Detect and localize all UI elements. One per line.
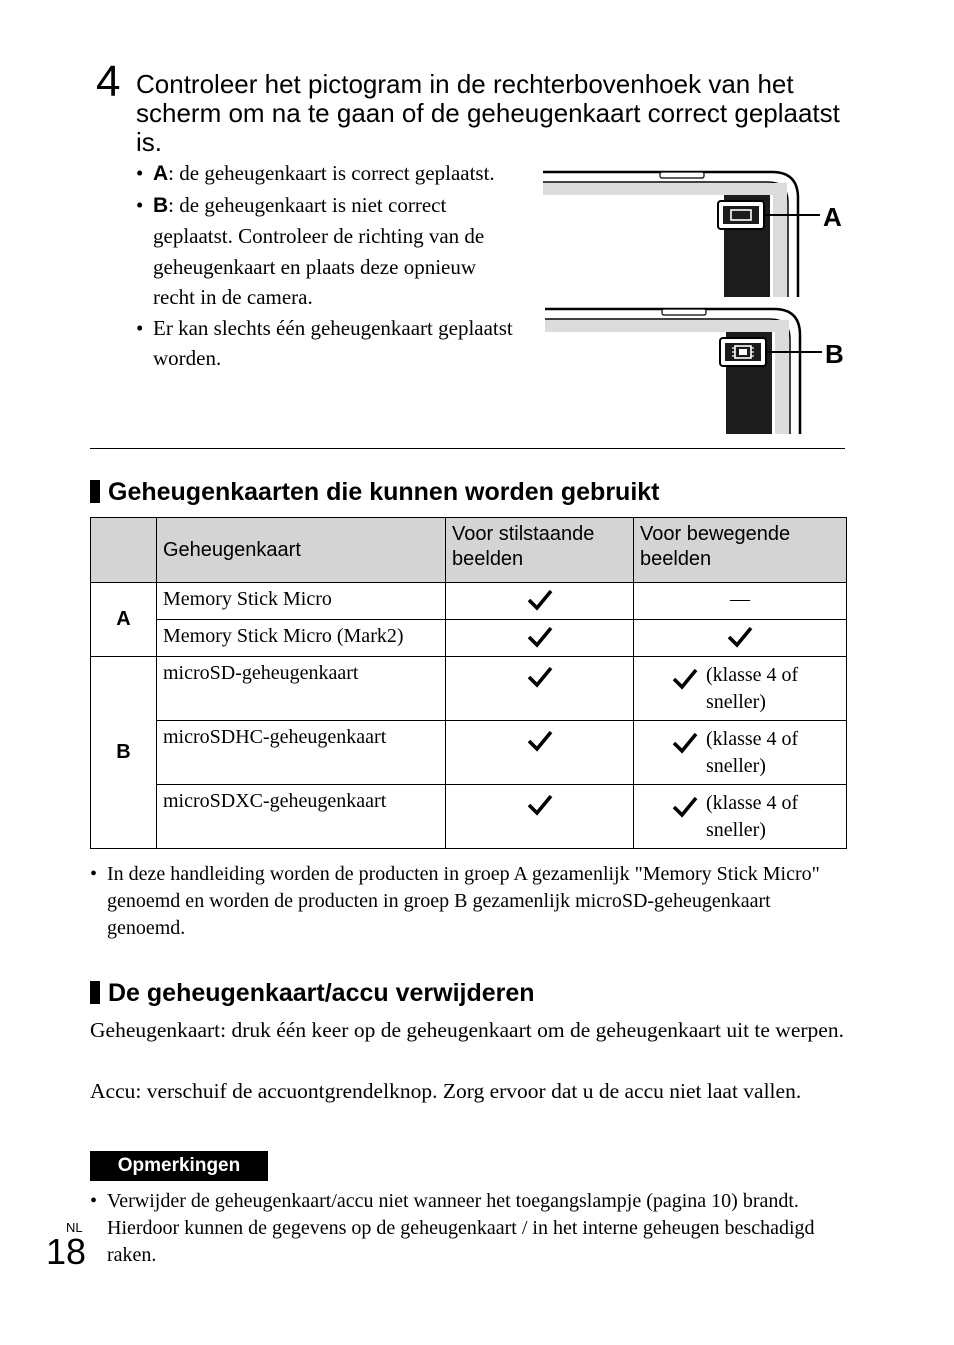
card-name: Memory Stick Micro (Mark2): [157, 620, 446, 657]
diagram-b: [545, 309, 822, 434]
bullet-b-key: B: [153, 193, 169, 217]
check-icon: [527, 625, 553, 649]
step-heading: Controleer het pictogram in de rechterbovenhoek van het scherm om na te gaan of de geheugenkaart correct geplaatst is.: [136, 69, 840, 157]
card-name: microSD-geheugenkaart: [157, 657, 446, 721]
diagram-label-b: B: [825, 339, 844, 369]
bullet-single-card: • Er kan slechts één geheugenkaart geplaatst worden.: [136, 315, 513, 370]
movie-cell: [634, 583, 847, 620]
language-code: NL: [66, 1220, 83, 1235]
movie-check-note: [634, 657, 847, 721]
check-icon: [527, 793, 553, 817]
bullet-b: • B: de geheugenkaart is niet correct geplaatst. Controleer de richting van de geheugenkaart en plaats deze opnieuw recht in de camera.: [136, 192, 485, 309]
class-note: (klasse 4 of sneller): [706, 728, 799, 777]
dash-mark: —: [730, 588, 750, 610]
step-bullet-list: [136, 158, 516, 374]
screen-corner-diagram: [540, 166, 850, 438]
diagram-a: [543, 172, 820, 297]
still-check: [446, 657, 634, 721]
table-row: [91, 785, 847, 849]
notes-badge: Opmerkingen: [90, 1151, 268, 1181]
movie-check: [634, 620, 847, 657]
step-number: 4: [96, 57, 121, 106]
section-marker: [90, 981, 100, 1004]
page-number: 18: [46, 1231, 87, 1272]
section-title-remove: [90, 978, 535, 1008]
check-icon: [672, 795, 698, 819]
paragraph-battery: Accu: verschuif de accuontgrendelknop. Zorg ervoor dat u de accu niet laat vallen.: [90, 1079, 802, 1103]
bullet-a-text: : de geheugenkaart is correct geplaatst.: [168, 161, 495, 185]
card-name: Memory Stick Micro: [157, 583, 446, 620]
table-row: [91, 620, 847, 657]
header-still: Voor stilstaande beelden: [446, 518, 634, 583]
table-header-row: [91, 518, 847, 583]
class-note: (klasse 4 of sneller): [706, 792, 799, 841]
notes-list: • Verwijder de geheugenkaart/accu niet wanneer het toegangslampje (pagina 10) brandt. Hierdoor kunnen de gegevens op de geheugenkaart / in het interne geheugen beschadigd raken.: [90, 1190, 815, 1266]
card-name: microSDXC-geheugenkaart: [157, 785, 446, 849]
movie-check-note: [634, 721, 847, 785]
header-group: [91, 518, 157, 583]
section-marker: [90, 480, 100, 503]
group-b-label: B: [91, 657, 157, 849]
still-check: [446, 583, 634, 620]
memory-card-table: [90, 517, 847, 849]
still-check: [446, 785, 634, 849]
bullet-single-card-text: Er kan slechts één geheugenkaart geplaatst worden.: [153, 315, 513, 370]
still-check: [446, 721, 634, 785]
divider: [90, 448, 845, 449]
bullet-a-key: A: [153, 162, 169, 185]
note-item: Verwijder de geheugenkaart/accu niet wanneer het toegangslampje (pagina 10) brandt. Hierdoor kunnen de gegevens op de geheugenkaart / in het interne geheugen beschadigd raken.: [107, 1190, 815, 1266]
section-title-remove-text: De geheugenkaart/accu verwijderen: [108, 979, 535, 1007]
check-icon: [527, 588, 553, 612]
header-card: Geheugenkaart: [157, 518, 446, 583]
still-check: [446, 620, 634, 657]
section-title-cards-text: Geheugenkaarten die kunnen worden gebruikt: [108, 478, 660, 506]
group-a-label: A: [91, 583, 157, 657]
check-icon: [672, 667, 698, 691]
check-icon: [527, 729, 553, 753]
diagram-label-a: A: [823, 202, 842, 232]
bullet-b-text: : de geheugenkaart is niet correct geplaatst. Controleer de richting van de geheugenkaart en plaats deze opnieuw recht in de camera.: [153, 192, 485, 309]
paragraph-card: Geheugenkaart: druk één keer op de geheugenkaart om de geheugenkaart uit te werpen.: [90, 1018, 844, 1042]
table-footnote-text: In deze handleiding worden de producten in groep A gezamenlijk "Memory Stick Micro" genoemd en worden de producten in groep B gezamenlijk microSD-geheugenkaart genoemd.: [107, 863, 820, 939]
table-row: [91, 721, 847, 785]
class-note: (klasse 4 of sneller): [706, 664, 799, 713]
table-footnote: • In deze handleiding worden de producten in groep A gezamenlijk "Memory Stick Micro" genoemd en worden de producten in groep B gezamenlijk microSD-geheugenkaart genoemd.: [90, 863, 820, 939]
section-title-cards: [90, 477, 660, 507]
table-row: [91, 583, 847, 620]
check-icon: [727, 625, 753, 649]
check-icon: [527, 665, 553, 689]
table-row: [91, 657, 847, 721]
card-name: microSDHC-geheugenkaart: [157, 721, 446, 785]
movie-check-note: [634, 785, 847, 849]
header-movie: Voor bewegende beelden: [634, 518, 847, 583]
bullet-a: • A: de geheugenkaart is correct geplaatst.: [136, 161, 495, 185]
check-icon: [672, 731, 698, 755]
